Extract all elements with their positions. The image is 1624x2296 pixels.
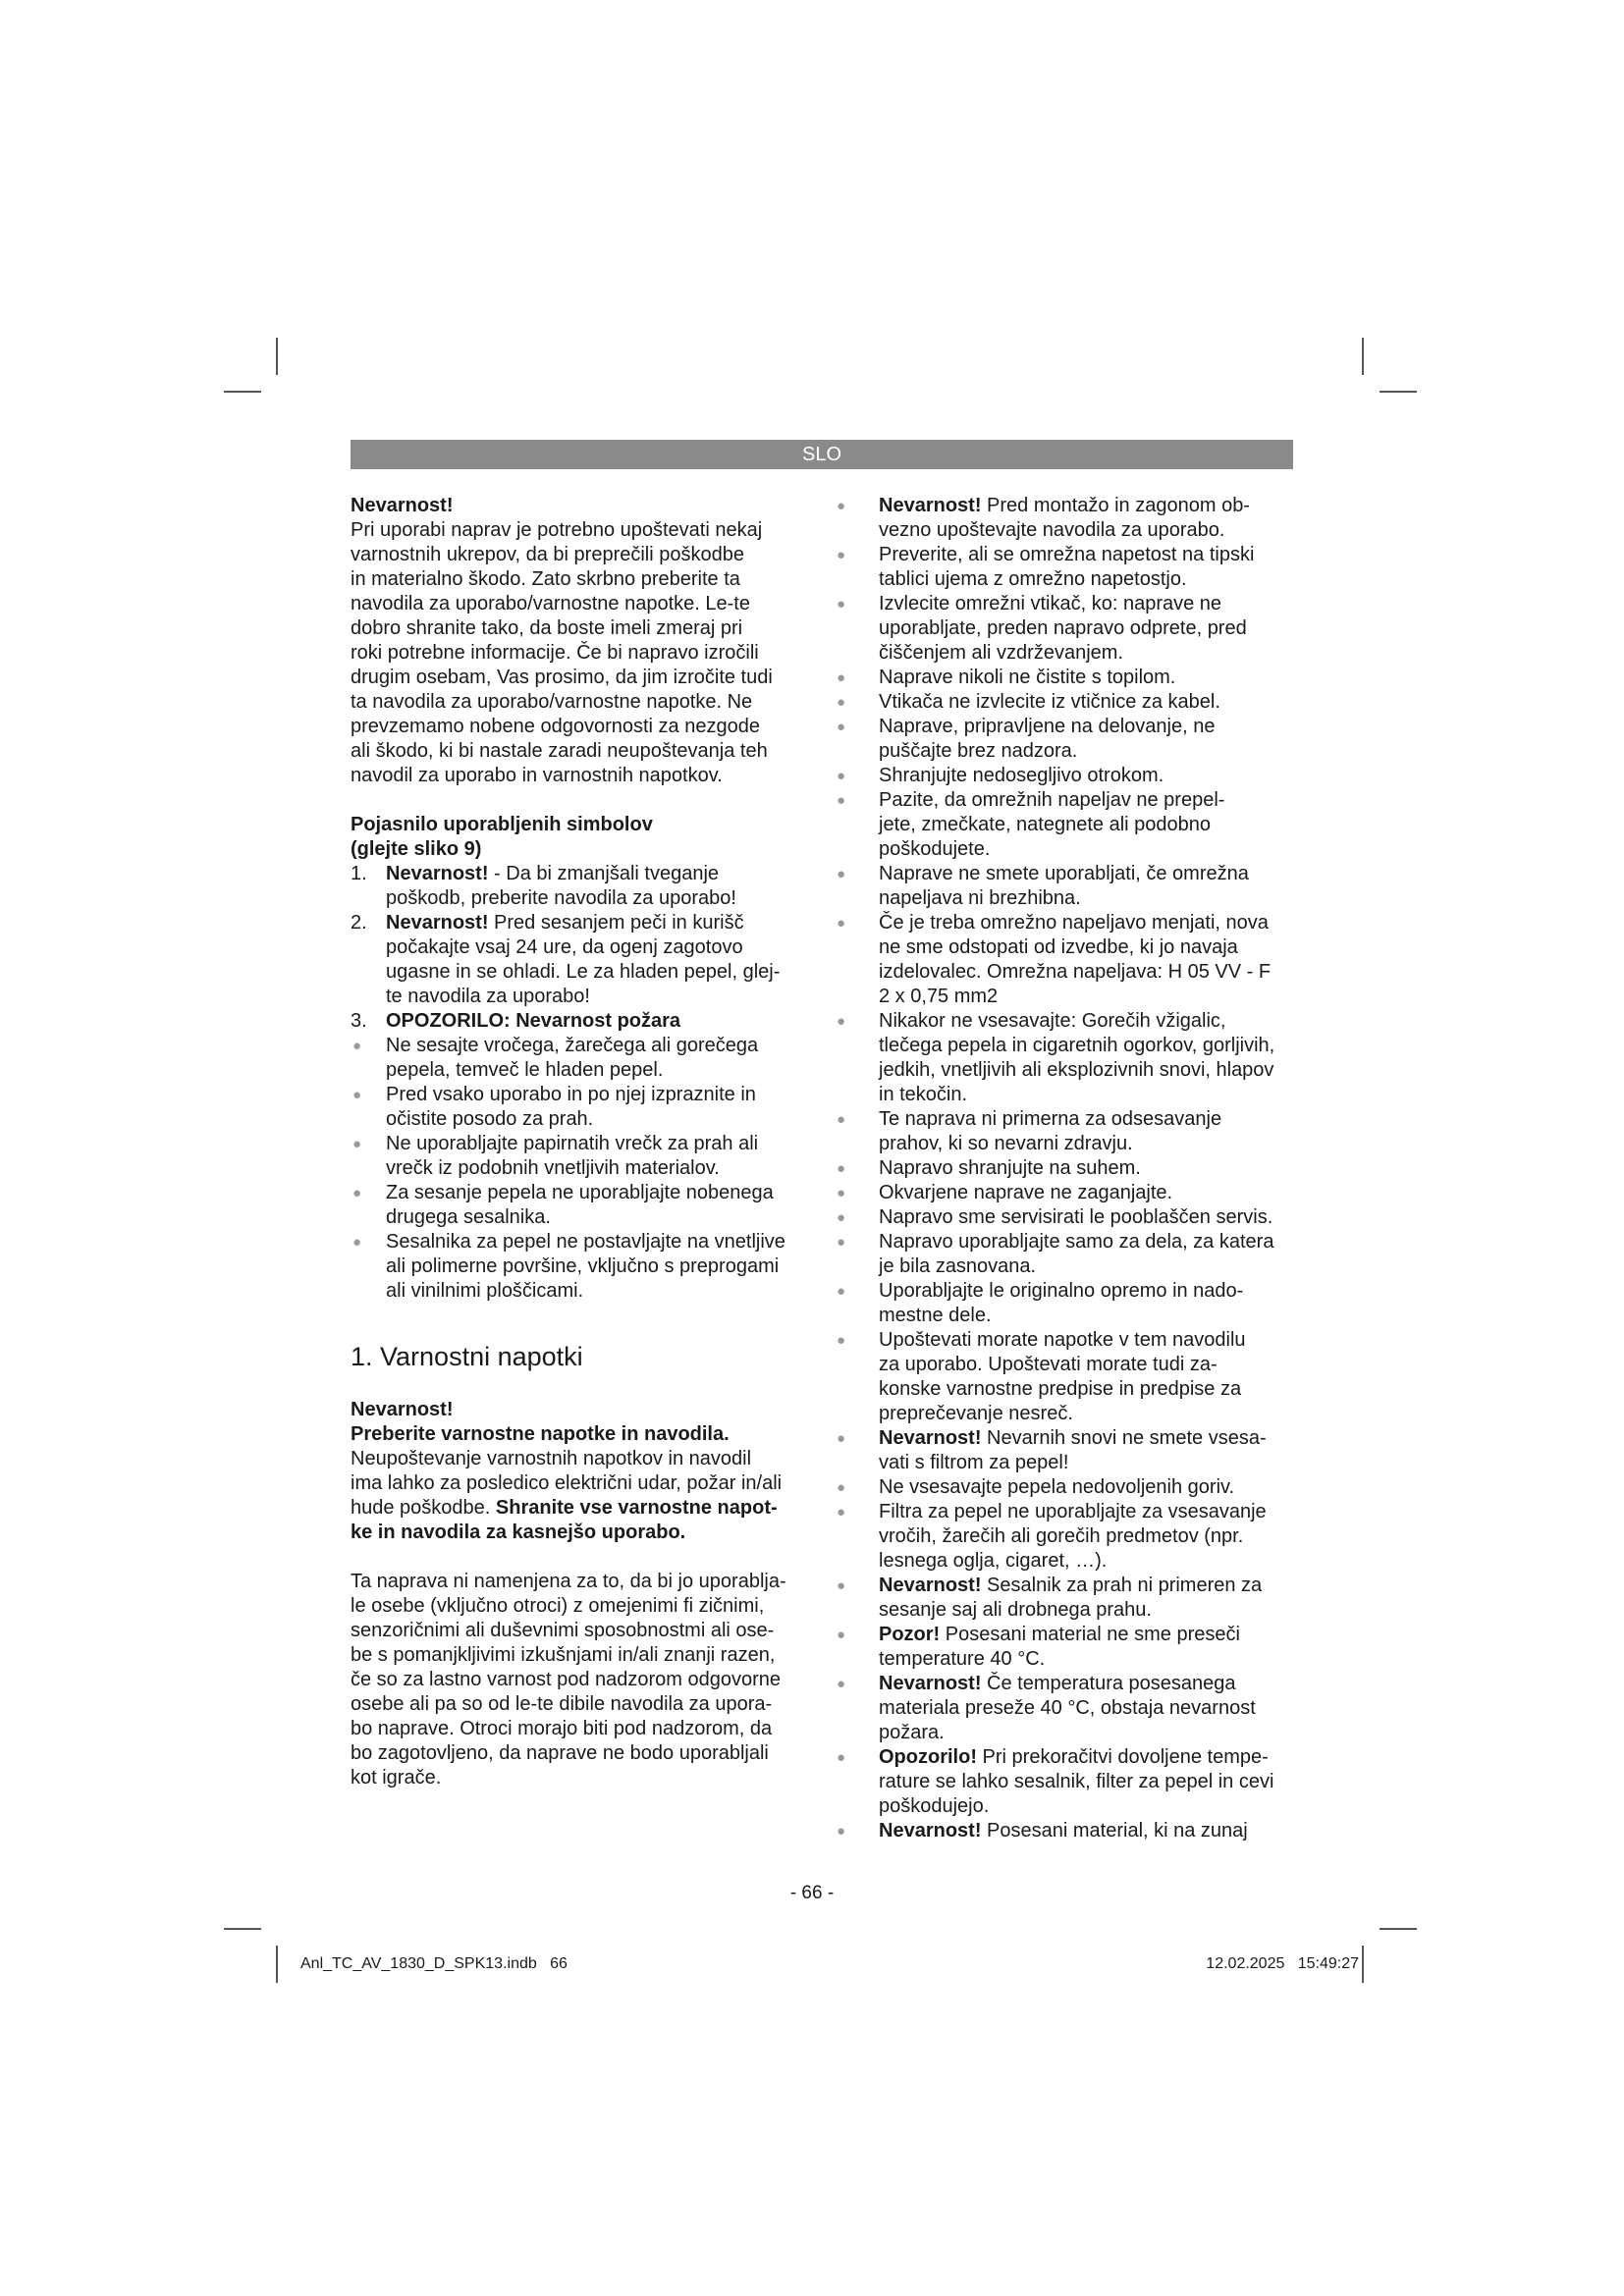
bullet-text: Posesani material ne sme preseči	[940, 1624, 1240, 1645]
warning-line-bold: ke in navodila za kasnejšo uporabo.	[351, 1522, 686, 1543]
warning-line	[351, 1496, 810, 1521]
bullet-line	[879, 1304, 1294, 1328]
bullet-text: Nevarnih snovi ne smete vsesa-	[981, 1427, 1267, 1449]
crop-mark	[276, 1946, 278, 1983]
bullet-text: puščajte brez nadzora.	[879, 740, 1078, 762]
bullet-item	[837, 862, 1294, 911]
bullet-line	[879, 1451, 1294, 1475]
bullet-item	[837, 715, 1294, 764]
bullet-bold-label: Pozor!	[879, 1624, 941, 1645]
bullet-line	[879, 1549, 1294, 1574]
bullet-text: Naprave, pripravljene na delovanje, ne	[879, 716, 1216, 737]
paragraph-line: Ta naprava ni namenjena za to, da bi jo uporablja-	[351, 1571, 786, 1592]
bullet-item	[837, 1672, 1294, 1745]
bullet-line: očistite posodo za prah.	[386, 1108, 594, 1130]
bullet-line: ali vinilnimi ploščicami.	[386, 1280, 584, 1302]
bullet-icon: ●	[837, 719, 846, 735]
bullet-item	[837, 1745, 1294, 1819]
bullet-line	[879, 518, 1294, 543]
bullet-text: materiala preseže 40 °C, obstaja nevarnost	[879, 1697, 1256, 1719]
bullet-line	[879, 1500, 1294, 1524]
bullet-line	[879, 837, 1294, 862]
bullet-line: vrečk iz podobnih vnetljivih materialov.	[386, 1157, 720, 1179]
item-line	[386, 911, 810, 935]
bullet-text: požara.	[879, 1722, 945, 1743]
bullet-line: Sesalnika za pepel ne postavljajte na vnetljive	[386, 1231, 785, 1253]
bullet-icon: ●	[837, 694, 846, 711]
numbered-item	[351, 862, 810, 911]
safety-bullet-list	[837, 494, 1294, 1843]
symbols-numbered-list	[351, 862, 810, 1034]
bullet-text: prahov, ki so nevarni zdravju.	[879, 1133, 1133, 1154]
bullet-icon: ●	[837, 915, 846, 932]
bullet-item	[837, 1009, 1294, 1107]
bullet-bold-label: Nevarnost!	[879, 1575, 982, 1596]
bullet-line	[879, 1156, 1294, 1181]
bullet-icon: ●	[352, 1234, 362, 1251]
bullet-text: Pazite, da omrežnih napeljav ne prepel-	[879, 789, 1225, 811]
bullet-icon: ●	[837, 1332, 846, 1349]
warning-title: Nevarnost!	[351, 1399, 454, 1420]
bullet-icon: ●	[837, 1749, 846, 1766]
bullet-text: uporabljate, preden napravo odprete, pred	[879, 617, 1247, 639]
paragraph-line: kot igrače.	[351, 1767, 442, 1789]
bullet-icon: ●	[837, 1577, 846, 1594]
bullet-text: sesanje saj ali drobnega prahu.	[879, 1599, 1152, 1621]
page-number: - 66 -	[789, 1883, 835, 1903]
bullet-item	[837, 1107, 1294, 1156]
bullet-line	[879, 1353, 1294, 1377]
crop-mark	[224, 1928, 261, 1930]
bullet-bold-label: Opozorilo!	[879, 1746, 977, 1768]
bullet-line	[879, 1377, 1294, 1402]
bullet-line	[879, 764, 1294, 788]
bullet-icon: ●	[352, 1038, 362, 1054]
bullet-line	[879, 543, 1294, 567]
paragraph-line: navodil za uporabo in varnostnih napotkov.	[351, 765, 723, 786]
bullet-text: vezno upoštevajte navodila za uporabo.	[879, 519, 1225, 541]
paragraph-line: Neupoštevanje varnostnih napotkov in navodil	[351, 1448, 752, 1469]
footer-timestamp: 12.02.2025 15:49:27	[1206, 1955, 1359, 1972]
bullet-line	[879, 1107, 1294, 1132]
bullet-line	[879, 1574, 1294, 1598]
bullet-line	[879, 1770, 1294, 1794]
numbered-item	[351, 1009, 810, 1034]
bullet-icon: ●	[837, 1283, 846, 1300]
bullet-line: pepela, temveč le hladen pepel.	[386, 1059, 664, 1081]
bullet-line	[879, 960, 1294, 985]
item-bold-label: OPOZORILO: Nevarnost požara	[386, 1010, 681, 1032]
bullet-icon: ●	[837, 1430, 846, 1447]
bullet-line	[879, 1745, 1294, 1770]
children-paragraph	[351, 1570, 810, 1790]
fire-warning-list	[351, 1034, 810, 1304]
bullet-line	[879, 1034, 1294, 1058]
bullet-text: vročih, žarečih ali gorečih predmetov (npr.	[879, 1525, 1244, 1547]
warning-text: hude poškodbe.	[351, 1497, 496, 1519]
bullet-item	[837, 1500, 1294, 1574]
bullet-line	[879, 641, 1294, 666]
right-column	[837, 494, 1294, 1843]
bullet-icon: ●	[837, 1234, 846, 1251]
bullet-text: Naprave ne smete uporabljati, če omrežna	[879, 863, 1249, 884]
bullet-line	[879, 862, 1294, 886]
bullet-text: Naprave nikoli ne čistite s topilom.	[879, 667, 1176, 688]
bullet-text: Nikakor ne vsesavajte: Gorečih vžigalic,	[879, 1010, 1226, 1032]
bullet-text: tablici ujema z omrežno napetostjo.	[879, 568, 1187, 590]
numbered-item	[351, 911, 810, 1009]
bullet-line	[879, 1598, 1294, 1623]
bullet-text: Napravo sme servisirati le pooblaščen servis.	[879, 1206, 1273, 1228]
bullet-icon: ●	[837, 1209, 846, 1226]
bullet-line	[879, 1819, 1294, 1843]
crop-mark	[1380, 391, 1417, 393]
bullet-item	[351, 1083, 810, 1132]
bullet-line	[879, 1255, 1294, 1279]
bullet-line	[879, 1279, 1294, 1304]
bullet-text: jedkih, vnetljivih ali eksplozivnih snovi, hlapov	[879, 1059, 1274, 1081]
bullet-item	[837, 1181, 1294, 1205]
bullet-icon: ●	[352, 1136, 362, 1152]
bullet-text: preprečevanje nesreč.	[879, 1403, 1073, 1424]
bullet-text: Uporabljajte le originalno opremo in nado-	[879, 1280, 1244, 1302]
paragraph-line: be s pomanjkljivimi izkušnjami in/ali znanji razen,	[351, 1644, 776, 1666]
warning-text-bold: Shranite vse varnostne napot-	[495, 1497, 778, 1519]
bullet-icon: ●	[837, 792, 846, 809]
paragraph-line: osebe ali pa so od le-te dibile navodila za upora-	[351, 1693, 773, 1715]
bullet-text: Ne vsesavajte pepela nedovoljenih goriv.	[879, 1476, 1235, 1498]
bullet-icon: ●	[837, 1160, 846, 1177]
intro-paragraph	[351, 518, 810, 788]
bullet-item	[351, 1181, 810, 1230]
bullet-line	[879, 911, 1294, 935]
bullet-text: za uporabo. Upoštevati morate tudi za-	[879, 1354, 1218, 1375]
bullet-line	[879, 985, 1294, 1009]
bullet-line: Za sesanje pepela ne uporabljajte nobenega	[386, 1182, 774, 1203]
symbols-title: Pojasnilo uporabljenih simbolov	[351, 814, 653, 835]
crop-mark	[276, 338, 278, 375]
item-number: 2.	[351, 912, 367, 934]
bullet-text: Shranjujte nedosegljivo otrokom.	[879, 765, 1164, 786]
bullet-line: ali polimerne površine, vključno s preprogami	[386, 1255, 780, 1277]
item-line	[386, 886, 810, 911]
bullet-item	[837, 592, 1294, 666]
bullet-text: rature se lahko sesalnik, filter za pepel in cevi	[879, 1771, 1274, 1792]
bullet-text: konske varnostne predpise in predpise za	[879, 1378, 1242, 1400]
bullet-text: Posesani material, ki na zunaj	[981, 1820, 1248, 1842]
bullet-bold-label: Nevarnost!	[879, 495, 982, 516]
bullet-line	[879, 935, 1294, 960]
paragraph-line: bo zagotovljeno, da naprave ne bodo uporabljali	[351, 1742, 769, 1764]
bullet-text: Pri prekoračitvi dovoljene tempe-	[976, 1746, 1269, 1768]
section-title: 1. Varnostni napotki	[351, 1342, 583, 1371]
bullet-text: lesnega oglja, cigaret, …).	[879, 1550, 1108, 1572]
bullet-line	[879, 1524, 1294, 1549]
bullet-text: Izvlecite omrežni vtikač, ko: naprave ne	[879, 593, 1222, 614]
bullet-icon: ●	[837, 547, 846, 563]
bullet-line	[879, 1230, 1294, 1255]
bullet-text: Napravo uporabljajte samo za dela, za katera	[879, 1231, 1274, 1253]
paragraph-line: navodila za uporabo/varnostne napotke. Le-te	[351, 593, 750, 614]
bullet-text: Te naprava ni primerna za odsesavanje	[879, 1108, 1222, 1130]
warning-paragraph	[351, 1447, 810, 1496]
bullet-icon: ●	[352, 1087, 362, 1103]
item-number: 3.	[351, 1010, 367, 1032]
item-text: te navodila za uporabo!	[386, 986, 590, 1007]
item-line	[386, 935, 810, 960]
bullet-text: in tekočin.	[879, 1084, 968, 1105]
bullet-icon: ●	[837, 1823, 846, 1840]
paragraph-line: ali škodo, ki bi nastale zaradi neupoštevanja teh	[351, 740, 768, 762]
bullet-line: drugega sesalnika.	[386, 1206, 551, 1228]
bullet-text: napeljava ni brezhibna.	[879, 887, 1081, 909]
bullet-icon: ●	[837, 1479, 846, 1496]
bullet-item	[837, 543, 1294, 592]
bullet-icon: ●	[837, 498, 846, 514]
paragraph-line: ima lahko za posledico električni udar, požar in/ali	[351, 1472, 783, 1494]
left-column	[351, 494, 810, 1790]
bullet-text: Upoštevati morate napotke v tem navodilu	[879, 1329, 1246, 1351]
bullet-line	[879, 1058, 1294, 1083]
bullet-text: Napravo shranjujte na suhem.	[879, 1157, 1141, 1179]
bullet-text: čiščenjem ali vzdrževanjem.	[879, 642, 1123, 664]
bullet-icon: ●	[837, 1185, 846, 1201]
bullet-line	[879, 1721, 1294, 1745]
footer-file-name: Anl_TC_AV_1830_D_SPK13.indb 66	[300, 1955, 568, 1972]
bullet-item	[837, 911, 1294, 1009]
paragraph-line: varnostnih ukrepov, da bi preprečili poškodbe	[351, 544, 744, 565]
bullet-item	[837, 1156, 1294, 1181]
bullet-line	[879, 1647, 1294, 1672]
bullet-text: vati s filtrom za pepel!	[879, 1452, 1069, 1473]
bullet-line	[879, 1794, 1294, 1819]
bullet-text: Če je treba omrežno napeljavo menjati, nova	[879, 912, 1269, 934]
bullet-line	[879, 1009, 1294, 1034]
bullet-item	[837, 1328, 1294, 1426]
bullet-item	[837, 1574, 1294, 1623]
bullet-line	[879, 1475, 1294, 1500]
bullet-line	[879, 1623, 1294, 1647]
paragraph-line: Pri uporabi naprav je potrebno upoštevati nekaj	[351, 519, 763, 541]
item-bold-label: Nevarnost!	[386, 863, 489, 884]
item-line	[386, 1009, 810, 1034]
bullet-line: Ne sesajte vročega, žarečega ali gorečega	[386, 1035, 759, 1056]
paragraph-line: in materialno škodo. Zato skrbno preberite ta	[351, 568, 740, 590]
item-text: ugasne in se ohladi. Le za hladen pepel, glej-	[386, 961, 781, 983]
bullet-text: Sesalnik za prah ni primeren za	[981, 1575, 1263, 1596]
bullet-line	[879, 1205, 1294, 1230]
item-number: 1.	[351, 863, 367, 884]
bullet-text: Okvarjene naprave ne zaganjajte.	[879, 1182, 1173, 1203]
crop-mark	[1380, 1928, 1417, 1930]
bullet-icon: ●	[837, 768, 846, 784]
warning-bold-line: Preberite varnostne napotke in navodila.	[351, 1423, 730, 1445]
bullet-text: Vtikača ne izvlecite iz vtičnice za kabel.	[879, 691, 1220, 713]
bullet-line	[879, 690, 1294, 715]
bullet-icon: ●	[837, 1627, 846, 1643]
bullet-item	[351, 1132, 810, 1181]
bullet-line	[879, 1402, 1294, 1426]
bullet-line	[879, 886, 1294, 911]
bullet-item	[837, 1230, 1294, 1279]
bullet-icon: ●	[837, 1013, 846, 1030]
item-bold-label: Nevarnost!	[386, 912, 489, 934]
bullet-item	[351, 1034, 810, 1083]
item-text: Pred sesanjem peči in kurišč	[488, 912, 744, 934]
paragraph-line: drugim osebam, Vas prosimo, da jim izročite tudi	[351, 667, 773, 688]
paragraph-line: dobro shranite tako, da boste imeli zmeraj pri	[351, 617, 743, 639]
bullet-text: poškodujejo.	[879, 1795, 990, 1817]
symbols-subtitle: (glejte sliko 9)	[351, 838, 482, 860]
bullet-item	[837, 1426, 1294, 1475]
bullet-text: je bila zasnovana.	[879, 1255, 1037, 1277]
bullet-text: ne sme odstopati od izvedbe, ki jo navaja	[879, 936, 1238, 958]
bullet-line	[879, 788, 1294, 813]
bullet-bold-label: Nevarnost!	[879, 1427, 982, 1449]
bullet-icon: ●	[837, 596, 846, 613]
bullet-text: Preverite, ali se omrežna napetost na tipski	[879, 544, 1255, 565]
bullet-icon: ●	[837, 669, 846, 686]
bullet-icon: ●	[837, 1111, 846, 1128]
bullet-item	[837, 690, 1294, 715]
item-text: počakajte vsaj 24 ure, da ogenj zagotovo	[386, 936, 743, 958]
paragraph-line: bo naprave. Otroci morajo biti pod nadzorom, da	[351, 1718, 773, 1739]
bullet-line: Pred vsako uporabo in po njej izpraznite in	[386, 1084, 756, 1105]
bullet-item	[351, 1230, 810, 1304]
paragraph-line: prevzemamo nobene odgovornosti za nezgode	[351, 716, 760, 737]
bullet-item	[837, 1279, 1294, 1328]
crop-mark	[1362, 338, 1364, 375]
bullet-line	[879, 616, 1294, 641]
language-header-bar	[351, 440, 1293, 469]
item-line	[386, 862, 810, 886]
bullet-item	[837, 1205, 1294, 1230]
paragraph-line: roki potrebne informacije. Če bi napravo izročili	[351, 642, 759, 664]
bullet-text: tlečega pepela in cigaretnih ogorkov, gorljivih,	[879, 1035, 1275, 1056]
bullet-line	[879, 592, 1294, 616]
bullet-icon: ●	[837, 1504, 846, 1521]
bullet-text: Pred montažo in zagonom ob-	[981, 495, 1250, 516]
bullet-text: izdelovalec. Omrežna napeljava: H 05 VV - F	[879, 961, 1272, 983]
bullet-line	[879, 494, 1294, 518]
paragraph-line: senzoričnimi ali duševnimi sposobnostmi ali ose-	[351, 1620, 775, 1641]
bullet-line	[879, 715, 1294, 739]
bullet-line	[879, 1132, 1294, 1156]
bullet-text: Filtra za pepel ne uporabljajte za vsesavanje	[879, 1501, 1267, 1522]
bullet-line	[879, 1426, 1294, 1451]
bullet-line: Ne uporabljajte papirnatih vrečk za prah ali	[386, 1133, 759, 1154]
bullet-text: jete, zmečkate, nategnete ali podobno	[879, 814, 1212, 835]
bullet-item	[837, 666, 1294, 690]
bullet-text: temperature 40 °C.	[879, 1648, 1046, 1670]
bullet-line	[879, 666, 1294, 690]
crop-mark	[224, 391, 261, 393]
bullet-line	[879, 567, 1294, 592]
bullet-bold-label: Nevarnost!	[879, 1820, 982, 1842]
crop-mark	[1362, 1946, 1364, 1983]
bullet-item	[837, 764, 1294, 788]
bullet-item	[837, 1623, 1294, 1672]
item-line	[386, 960, 810, 985]
bullet-line	[879, 1672, 1294, 1696]
bullet-line	[879, 1328, 1294, 1353]
bullet-item	[837, 1475, 1294, 1500]
intro-title: Nevarnost!	[351, 495, 454, 516]
bullet-line	[879, 739, 1294, 764]
paragraph-line: le osebe (vključno otroci) z omejenimi fi zičnimi,	[351, 1595, 765, 1617]
item-text: - Da bi zmanjšali tveganje	[488, 863, 720, 884]
bullet-line	[879, 1083, 1294, 1107]
item-text: poškodb, preberite navodila za uporabo!	[386, 887, 736, 909]
bullet-bold-label: Nevarnost!	[879, 1673, 982, 1694]
paragraph-line: če so za lastno varnost pod nadzorom odgovorne	[351, 1669, 782, 1690]
bullet-text: Če temperatura posesanega	[981, 1673, 1236, 1694]
paragraph-line: ta navodila za uporabo/varnostne napotke. Ne	[351, 691, 753, 713]
bullet-item	[837, 494, 1294, 543]
bullet-icon: ●	[352, 1185, 362, 1201]
bullet-icon: ●	[837, 1676, 846, 1692]
bullet-text: mestne dele.	[879, 1305, 992, 1326]
bullet-line	[879, 1181, 1294, 1205]
bullet-text: 2 x 0,75 mm2	[879, 986, 999, 1007]
language-label: SLO	[801, 444, 842, 465]
bullet-item	[837, 1819, 1294, 1843]
bullet-text: poškodujete.	[879, 838, 991, 860]
bullet-icon: ●	[837, 866, 846, 882]
item-line	[386, 985, 810, 1009]
bullet-item	[837, 788, 1294, 862]
bullet-line	[879, 813, 1294, 837]
bullet-line	[879, 1696, 1294, 1721]
